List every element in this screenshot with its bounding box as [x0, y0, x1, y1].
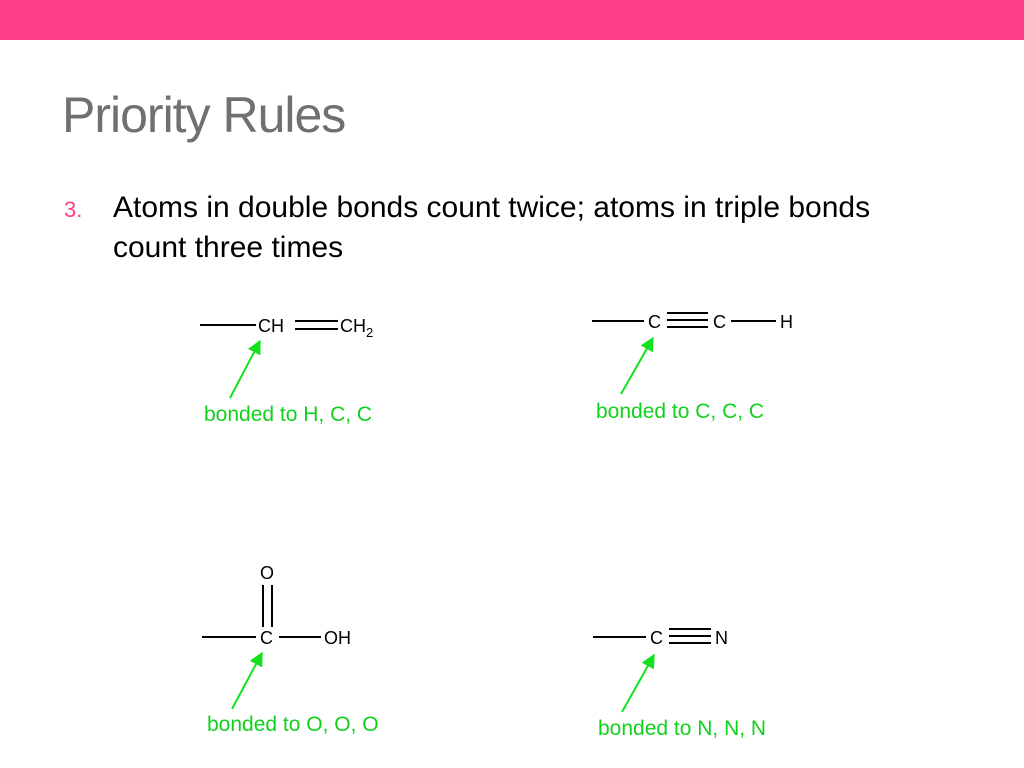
atom-h: H [780, 312, 793, 332]
atom-c: C [650, 628, 663, 648]
caption-carboxyl: bonded to O, O, O [207, 713, 379, 736]
bullet-text: Atoms in double bonds count twice; atoms in triple bonds count three times [113, 191, 871, 264]
arrow-to-c [622, 655, 654, 712]
atom-c1: C [648, 312, 661, 332]
atom-ch2-base: CH [340, 316, 366, 336]
bullet-number: 3. [64, 197, 83, 222]
atom-ch: CH [258, 316, 284, 336]
carboxyl-structure [202, 563, 379, 736]
atom-ch2-subscript: 2 [366, 325, 374, 340]
atom-ch2 [340, 316, 373, 340]
atom-c: C [260, 628, 273, 648]
atom-oh: OH [324, 628, 351, 648]
caption-alkyne: bonded to C, C, C [596, 400, 765, 423]
vinyl-structure [200, 316, 373, 426]
slide-title: Priority Rules [62, 87, 346, 143]
atom-o: O [260, 563, 275, 583]
caption-vinyl: bonded to H, C, C [204, 403, 373, 426]
arrow-to-c [232, 653, 262, 709]
arrow-to-ch [230, 341, 260, 398]
atom-n: N [715, 628, 728, 648]
atom-c2: C [713, 312, 726, 332]
caption-nitrile: bonded to N, N, N [598, 717, 767, 740]
nitrile-structure [593, 628, 766, 740]
alkyne-structure [592, 312, 793, 423]
arrow-to-c [621, 338, 653, 394]
